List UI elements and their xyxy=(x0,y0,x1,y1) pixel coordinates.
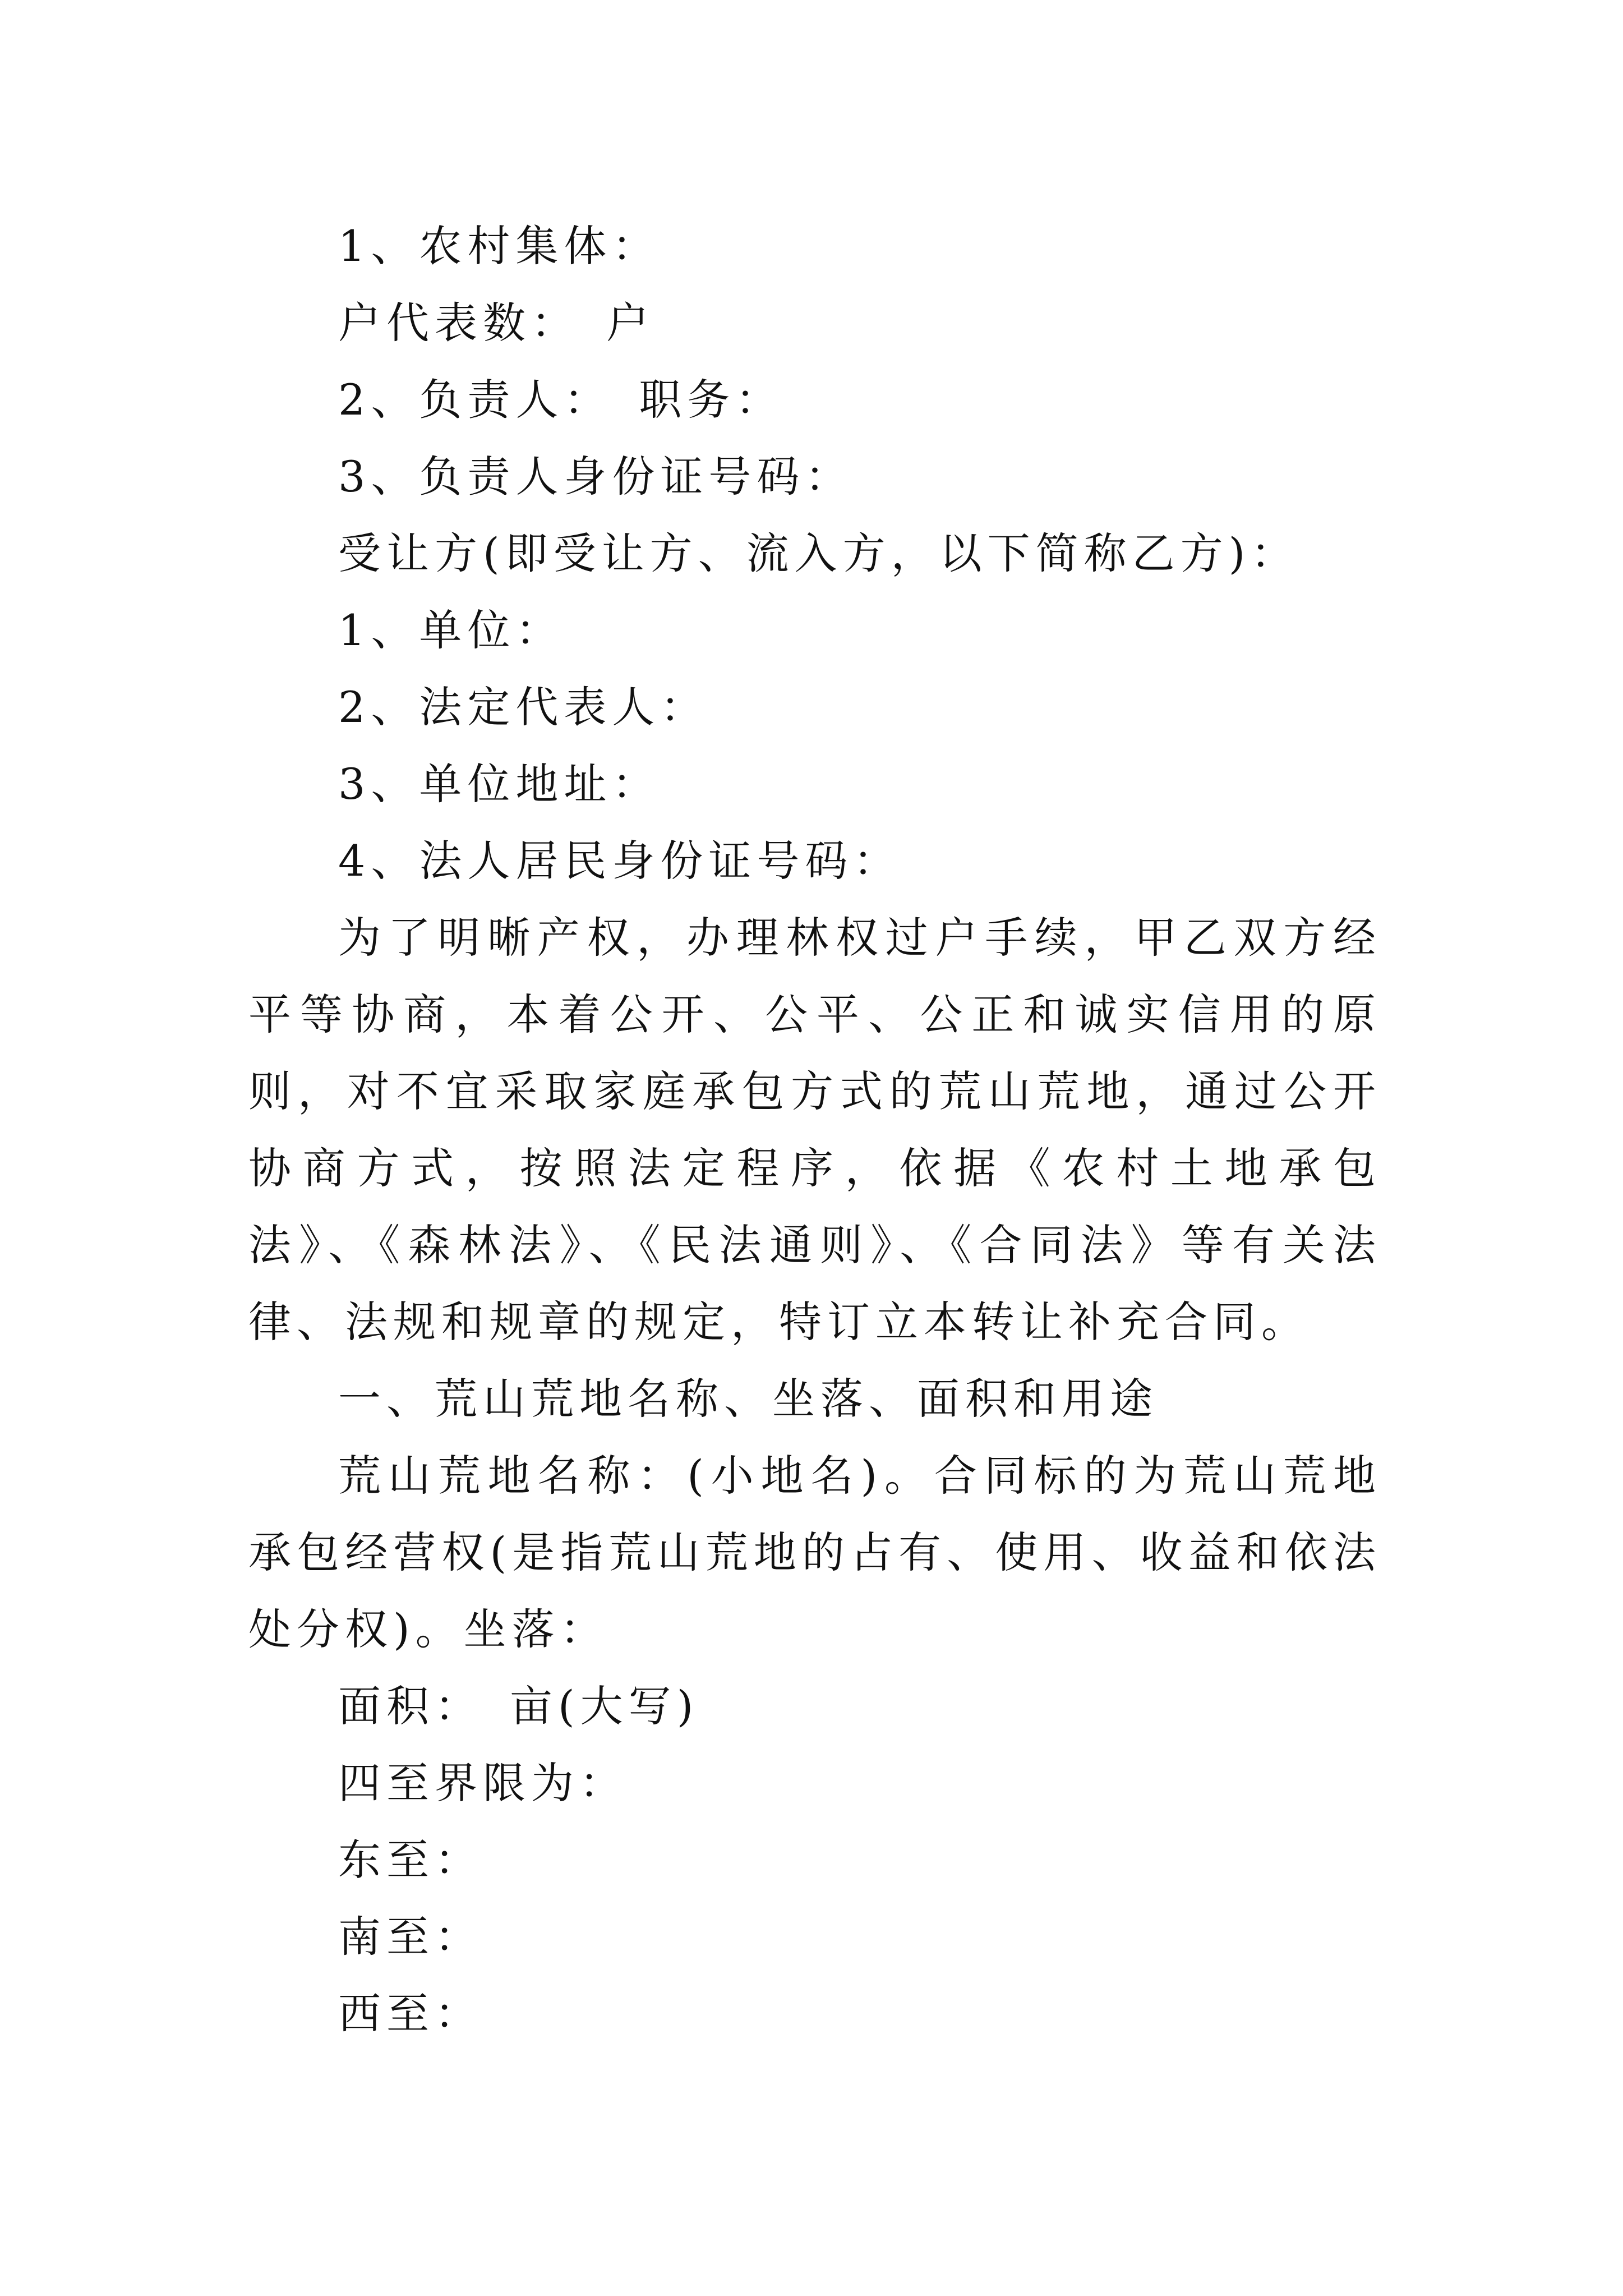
boundary-south: 南至： xyxy=(338,1912,483,1962)
transferee-heading: 受让方(即受让方、流入方，以下简称乙方)： xyxy=(338,528,1299,578)
boundary-west: 西至： xyxy=(338,1989,483,2039)
preamble-paragraph: 为了明晰产权，办理林权过户手续，甲乙双方经平等协商，本着公开、公平、公正和诚实信用的原则，对不宜采取家庭承包方式的荒山荒地，通过公开协商方式，按照法定程序，依据《农村土地承包法》、《森林法》、《民法通则》、《合同法》等有关法律、法规和规章的规定，特订立本转让补充合同。 xyxy=(248,913,1381,1347)
collective-line: 1、农村集体： xyxy=(338,221,661,271)
unit-line: 1、单位： xyxy=(338,605,564,655)
area-line: 面积： 亩(大写) xyxy=(338,1681,699,1731)
legal-rep-line: 2、法定代表人： xyxy=(338,682,709,732)
document-body xyxy=(248,208,1381,2052)
land-name-paragraph: 荒山荒地名称：(小地名)。合同标的为荒山荒地承包经营权(是指荒山荒地的占有、使用、收益和依法处分权)。坐落： xyxy=(248,1451,1381,1654)
responsible-id-line: 3、负责人身份证号码： xyxy=(338,452,854,501)
boundary-label: 四至界限为： xyxy=(338,1758,628,1808)
unit-address-line: 3、单位地址： xyxy=(338,759,661,809)
legal-rep-id-line: 4、法人居民身份证号码： xyxy=(338,836,902,886)
household-count-line: 户代表数： 户 xyxy=(338,298,654,348)
section-heading: 一、荒山荒地名称、坐落、面积和用途 xyxy=(338,1374,1158,1424)
responsible-person-line: 2、负责人： 职务： xyxy=(338,375,784,425)
boundary-east: 东至： xyxy=(338,1835,483,1885)
